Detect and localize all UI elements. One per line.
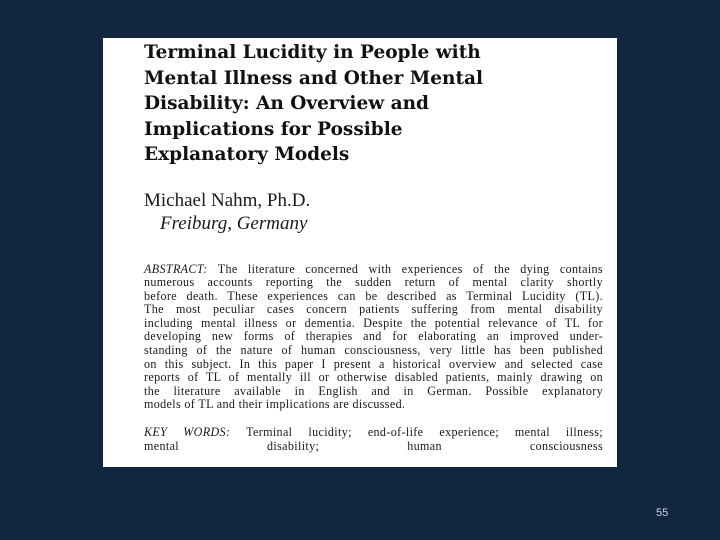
article-page-image (103, 38, 617, 467)
author-affiliation: Freiburg, Germany (160, 212, 308, 234)
keywords-text: Terminal lucidity; end-of-life experience; mental illness; (230, 425, 603, 440)
abstract-label: ABSTRACT: (144, 261, 208, 276)
keywords-label: KEY WORDS: (144, 425, 231, 440)
abstract-line: reports of TL of mentally ill or otherwise disabled patients, mainly drawing on (144, 370, 603, 385)
abstract-line: including mental illness or dementia. Despite the potential relevance of TL for (144, 315, 603, 330)
abstract-line: before death. These experiences can be described as Terminal Lucidity (TL). (144, 288, 603, 303)
slide-number: 55 (656, 507, 669, 519)
author-name: Michael Nahm, Ph.D. (144, 189, 311, 211)
abstract (144, 263, 603, 413)
title-line: Explanatory Models (144, 144, 350, 165)
abstract-line: standing of the nature of human consciousness, very little has been published (144, 343, 603, 358)
abstract-line: models of TL and their implications are discussed. (144, 397, 406, 412)
article-title (144, 38, 603, 168)
keywords-line (144, 426, 603, 440)
title-line: Terminal Lucidity in People with (144, 42, 481, 63)
keywords (144, 426, 603, 453)
abstract-line: the literature available in English and in German. Possible explanatory (144, 383, 603, 398)
title-line: Disability: An Overview and (144, 93, 429, 114)
abstract-text: The literature concerned with experiences of the dying contains (207, 261, 603, 276)
abstract-line: developing new forms of therapies and for elaborating an improved under- (144, 329, 603, 344)
abstract-line: The most peculiar cases concern patients suffering from mental disability (144, 302, 603, 317)
title-line: Implications for Possible (144, 118, 403, 140)
abstract-line: on this subject. In this paper I present a historical overview and selected case (144, 356, 603, 371)
title-line: Mental Illness and Other Mental (144, 67, 484, 89)
abstract-line: numerous accounts reporting the sudden return of mental clarity shortly (144, 275, 603, 290)
abstract-line (144, 263, 603, 277)
keywords-line: mental disability; human consciousness (144, 438, 603, 453)
